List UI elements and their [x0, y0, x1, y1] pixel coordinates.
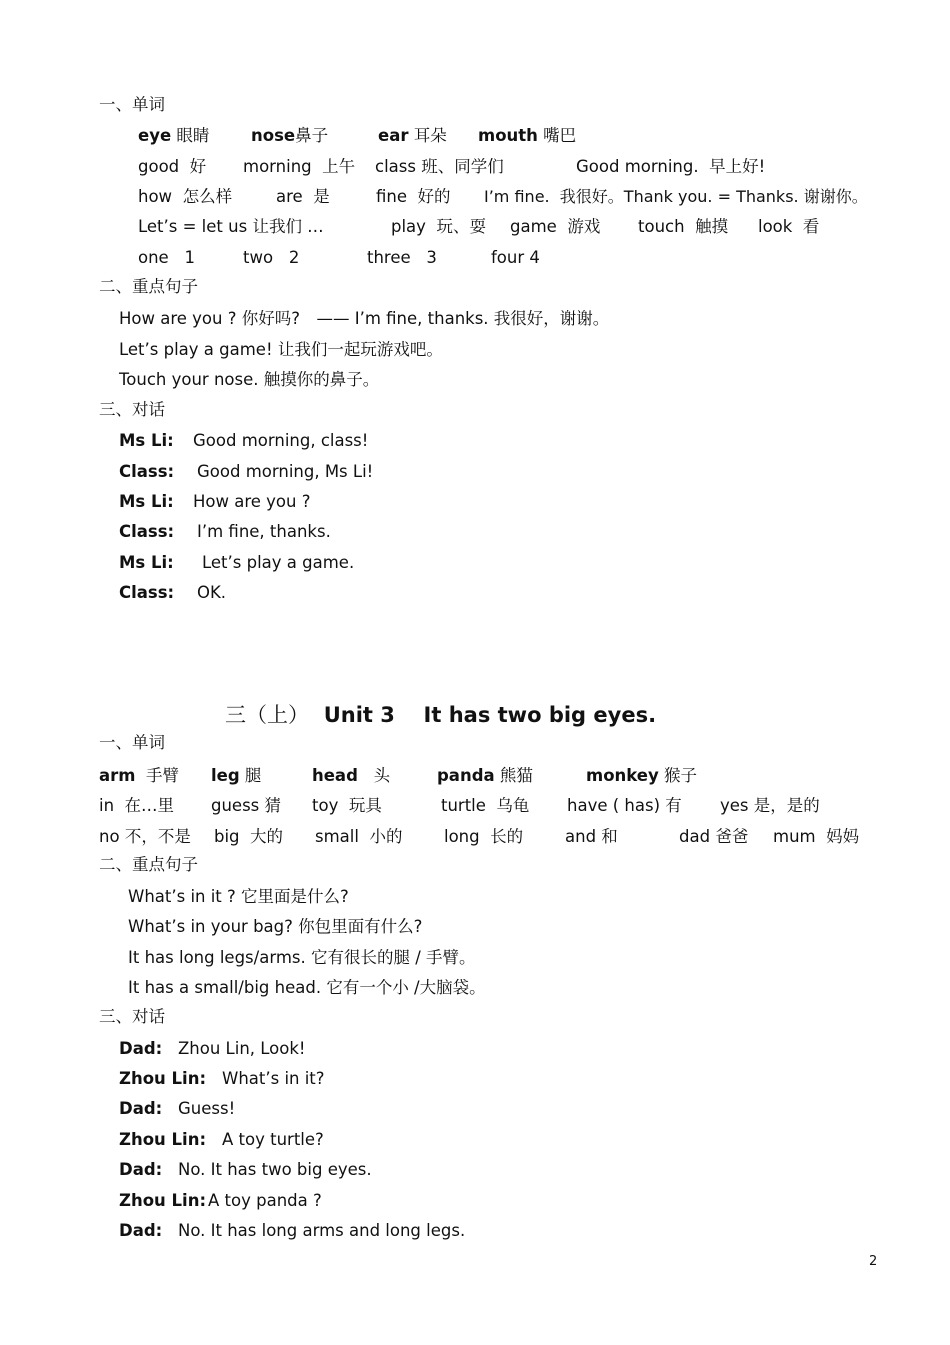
vocab-zh: 看: [802, 217, 820, 236]
vocab-zh: 腿: [244, 766, 262, 785]
vocab-en: head: [312, 766, 358, 785]
unit3-dialogue-heading: 三、对话: [99, 1007, 165, 1026]
vocab-item: [444, 827, 523, 847]
vocab-en: mouth: [478, 126, 538, 145]
vocab-zh: 不，不是: [124, 827, 191, 846]
vocab-en: Let’s = let us: [138, 217, 248, 236]
vocab-item: [391, 217, 486, 237]
unit-number: Unit 3: [323, 703, 395, 727]
vocab-en: big: [214, 827, 240, 846]
vocab-zh: 有: [665, 796, 682, 815]
vocab-zh: 在…里: [124, 796, 175, 815]
section1-sentences-heading: 二、重点句子: [99, 277, 198, 296]
vocab-zh: 4: [529, 248, 540, 267]
vocab-en: I’m fine.: [484, 187, 550, 206]
vocab-item: [576, 157, 765, 177]
vocab-zh: 妈妈: [826, 827, 860, 846]
dialogue-line: What’s in it?: [222, 1069, 325, 1088]
vocab-en: in: [99, 796, 115, 815]
vocab-en: no: [99, 827, 120, 846]
vocab-zh: 早上好!: [709, 157, 766, 176]
vocab-en: turtle: [441, 796, 486, 815]
key-sentence: What’s in your bag? 你包里面有什么?: [128, 917, 423, 936]
vocab-item: [773, 827, 859, 847]
dialogue-line: No. It has long arms and long legs.: [178, 1221, 466, 1240]
vocab-item: [276, 187, 330, 207]
vocab-item: [315, 827, 402, 847]
vocab-en: three: [367, 248, 411, 267]
key-sentence: Touch your nose. 触摸你的鼻子。: [119, 370, 380, 389]
vocab-en: leg: [211, 766, 240, 785]
vocab-en: class: [375, 157, 416, 176]
vocab-en: ear: [378, 126, 409, 145]
dialogue-line: I’m fine, thanks.: [197, 522, 331, 541]
key-sentence: How are you ? 你好吗? —— I’m fine, thanks. 我很好，谢谢。: [119, 309, 610, 328]
vocab-item: [478, 126, 576, 146]
vocab-zh: 小的: [369, 827, 403, 846]
vocab-zh: 触摸: [695, 217, 729, 236]
vocab-item: [758, 217, 819, 237]
vocab-zh: 好: [189, 157, 207, 176]
vocab-zh: 大的: [250, 827, 284, 846]
vocab-zh: 2: [288, 248, 300, 267]
vocab-en: monkey: [586, 766, 659, 785]
vocab-zh: 3: [426, 248, 437, 267]
dialogue-speaker: Zhou Lin:: [119, 1191, 207, 1210]
vocab-en: yes: [720, 796, 749, 815]
vocab-item: [138, 157, 206, 177]
dialogue-line: Good morning, Ms Li!: [197, 462, 374, 481]
vocab-en: game: [510, 217, 557, 236]
dialogue-line: No. It has two big eyes.: [178, 1160, 372, 1179]
vocab-zh: 游戏: [567, 217, 601, 236]
vocab-zh: 是，是的: [753, 796, 820, 815]
vocab-zh: 是: [313, 187, 330, 206]
vocab-en: touch: [638, 217, 685, 236]
vocab-item: [138, 187, 232, 207]
vocab-zh: 上午: [322, 157, 356, 176]
vocab-zh: 耳朵: [413, 126, 447, 145]
unit-title: [225, 702, 656, 728]
vocab-item: [211, 796, 281, 816]
dialogue-speaker: Class:: [119, 522, 175, 541]
dialogue-speaker: Ms Li:: [119, 553, 174, 572]
vocab-item: [679, 827, 748, 847]
vocab-en: how: [138, 187, 173, 206]
vocab-item: [376, 187, 451, 207]
dialogue-speaker: Class:: [119, 583, 175, 602]
vocab-zh: 玩、耍: [436, 217, 486, 236]
vocab-zh: 眼睛: [176, 126, 210, 145]
vocab-en: and: [565, 827, 597, 846]
vocab-en: long: [444, 827, 480, 846]
dialogue-speaker: Zhou Lin:: [119, 1069, 207, 1088]
vocab-en: toy: [312, 796, 339, 815]
vocab-en: two: [243, 248, 274, 267]
vocab-en: one: [138, 248, 169, 267]
vocab-zh: 我很好。Thank you. = Thanks. 谢谢你。: [559, 187, 868, 206]
key-sentence: What’s in it ? 它里面是什么?: [128, 887, 349, 906]
vocab-en: mum: [773, 827, 816, 846]
vocab-item: [214, 827, 283, 847]
dialogue-line: OK.: [197, 583, 227, 602]
vocab-item: [138, 217, 324, 237]
key-sentence: Let’s play a game! 让我们一起玩游戏吧。: [119, 340, 443, 359]
vocab-item: [565, 827, 618, 847]
vocab-item: [211, 766, 261, 786]
vocab-zh: 鼻子: [295, 126, 329, 145]
vocab-zh: 爸爸: [715, 827, 749, 846]
vocab-zh: 猜: [264, 796, 282, 815]
vocab-en: nose: [251, 126, 296, 145]
key-sentence: It has long legs/arms. 它有很长的腿 / 手臂。: [128, 948, 476, 967]
vocab-zh: 猴子: [664, 766, 698, 785]
vocab-item: [567, 796, 682, 816]
vocab-zh: 怎么样: [182, 187, 233, 206]
vocab-zh: 好的: [417, 187, 451, 206]
unit3-sentences-heading: 二、重点句子: [99, 855, 198, 874]
vocab-zh: 长的: [490, 827, 524, 846]
dialogue-speaker: Dad:: [119, 1160, 163, 1179]
vocab-en: arm: [99, 766, 136, 785]
vocab-en: good: [138, 157, 180, 176]
vocab-en: guess: [211, 796, 260, 815]
dialogue-line: Good morning, class!: [193, 431, 369, 450]
vocab-item: [99, 827, 191, 847]
vocab-item: [138, 248, 195, 268]
vocab-item: [243, 157, 355, 177]
section1-words-heading: 一、单词: [99, 95, 165, 114]
vocab-item: [638, 217, 728, 237]
dialogue-line: How are you ?: [193, 492, 311, 511]
vocab-item: [312, 796, 382, 816]
vocab-item: [138, 126, 209, 146]
dialogue-speaker: Ms Li:: [119, 431, 174, 450]
vocab-item: [437, 766, 533, 786]
vocab-item: [312, 766, 390, 786]
vocab-zh: 嘴巴: [543, 126, 577, 145]
dialogue-speaker: Dad:: [119, 1099, 163, 1118]
vocab-zh: 手臂: [145, 766, 179, 785]
vocab-item: [99, 766, 179, 786]
vocab-zh: 让我们 …: [252, 217, 324, 236]
vocab-en: eye: [138, 126, 172, 145]
vocab-en: morning: [243, 157, 312, 176]
vocab-item: [441, 796, 529, 816]
vocab-en: dad: [679, 827, 711, 846]
vocab-en: are: [276, 187, 303, 206]
vocab-en: look: [758, 217, 793, 236]
vocab-zh: 和: [601, 827, 618, 846]
vocab-en: fine: [376, 187, 408, 206]
vocab-zh: 班、同学们: [421, 157, 504, 176]
vocab-zh: 玩具: [348, 796, 382, 815]
vocab-en: play: [391, 217, 426, 236]
dialogue-line: Guess!: [178, 1099, 236, 1118]
vocab-en: have ( has): [567, 796, 661, 815]
vocab-zh: 熊猫: [499, 766, 533, 785]
dialogue-line: Let’s play a game.: [202, 553, 355, 572]
vocab-item: [375, 157, 504, 177]
unit-grade: 三（上）: [225, 703, 309, 727]
dialogue-speaker: Zhou Lin:: [119, 1130, 207, 1149]
vocab-item: [720, 796, 820, 816]
unit3-words-heading: 一、单词: [99, 733, 165, 752]
key-sentence: It has a small/big head. 它有一个小 /大脑袋。: [128, 978, 486, 997]
vocab-item: [484, 187, 868, 207]
vocab-en: panda: [437, 766, 495, 785]
vocab-item: [243, 248, 299, 268]
vocab-en: small: [315, 827, 359, 846]
vocab-en: four: [491, 248, 525, 267]
vocab-item: [378, 126, 447, 146]
vocab-zh: 头: [373, 766, 391, 785]
vocab-item: [251, 126, 328, 146]
dialogue-speaker: Dad:: [119, 1221, 163, 1240]
vocab-item: [510, 217, 600, 237]
dialogue-speaker: Ms Li:: [119, 492, 174, 511]
vocab-zh: 1: [184, 248, 195, 267]
vocab-item: [491, 248, 540, 268]
vocab-item: [99, 796, 174, 816]
vocab-item: [586, 766, 697, 786]
section1-dialogue-heading: 三、对话: [99, 400, 165, 419]
unit-name: It has two big eyes.: [423, 703, 657, 727]
vocab-zh: 乌龟: [496, 796, 530, 815]
dialogue-line: A toy turtle?: [222, 1130, 324, 1149]
dialogue-speaker: Class:: [119, 462, 175, 481]
vocab-en: Good morning.: [576, 157, 699, 176]
vocab-item: [367, 248, 437, 268]
dialogue-line: Zhou Lin, Look!: [178, 1039, 306, 1058]
dialogue-speaker: Dad:: [119, 1039, 163, 1058]
page-number: 2: [869, 1254, 878, 1269]
dialogue-line: A toy panda ?: [208, 1191, 322, 1210]
